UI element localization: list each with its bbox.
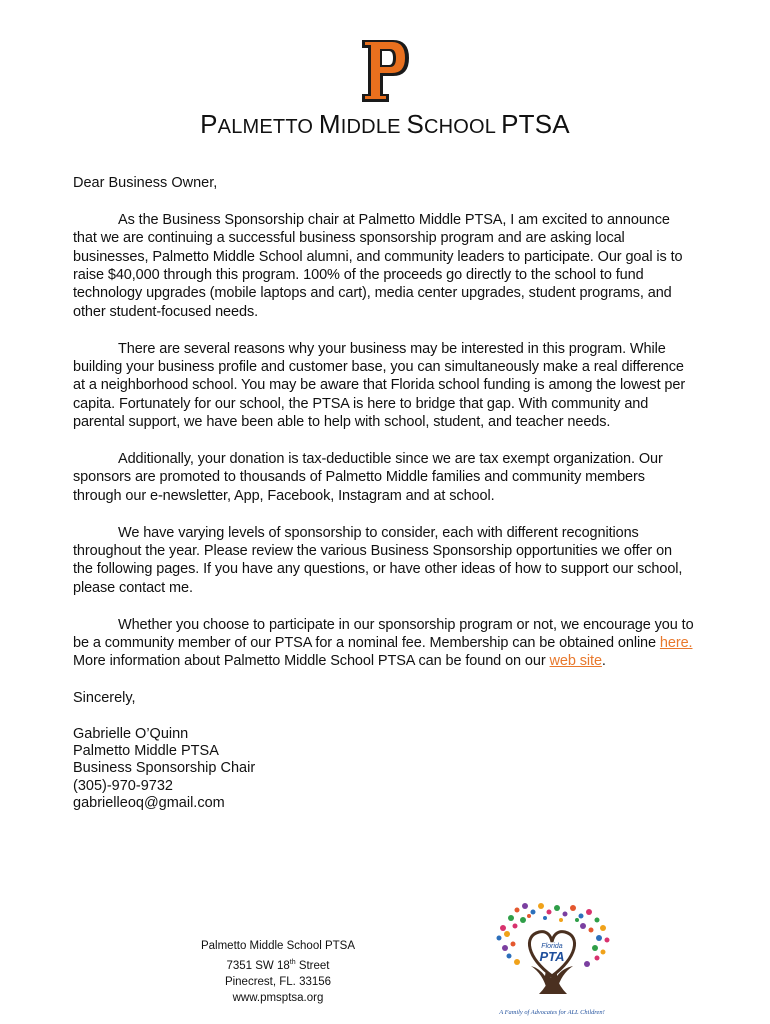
footer-city: Pinecrest, FL. 33156 [224,975,332,988]
paragraph-text: Additionally, your donation is tax-deductible since we are tax exempt organization. Our sponsors are promoted to thousands of Palmetto Middle families and community members through our e-newsletter, App, Facebook, Instagram and at school. [73,451,663,504]
greeting: Dear Business Owner, [73,175,218,191]
signer-name: Gabrielle O’Quinn [73,726,189,743]
svg-text:Florida: Florida [541,943,563,950]
svg-text:A Family of Advocates for ALL: A Family of Advocates for ALL Children! [499,1009,605,1016]
footer-org: Palmetto Middle School PTSA [200,940,356,952]
closing: Sincerely, [73,690,136,707]
signer-phone: (305)-970-9732 [73,777,173,794]
page-title: PALMETTO MIDDLE SCHOOL PTSA [200,109,570,139]
school-p-logo [359,36,411,106]
paragraph-text: More information about Palmetto Middle School PTSA can be found on our [73,653,550,670]
svg-text:P: P [359,36,360,37]
paragraph-text: As the Business Sponsorship chair at Palmetto Middle PTSA, I am excited to announce that we are continuing a successful business sponsorship program and are asking local businesses, Palmetto Middle School alumni, and community leaders to participate. Our goal is to raise $40,000 through this program. 100% of the proceeds go directly to the school to fund technology upgrades (mobile laptops and cart), media center upgrades, student programs, and other student-focused needs. [73,211,683,320]
footer-street: 7351 SW 18th Street [226,958,330,972]
paragraph-text: We have varying levels of sponsorship to consider, each with different recognitions throughout the year. Please review the various Business Sponsorship opportunities we offer on the following pages. If you have any questions, or have other ideas of how to support our school, please contact me. [73,524,683,596]
signer-org: Palmetto Middle PTSA [73,743,219,760]
signer-title: Business Sponsorship Chair [73,760,256,777]
signature-block [73,726,695,812]
paragraph-text: Whether you choose to participate in our sponsorship program or not, we encourage you to be a community member of our PTSA for a nominal fee. Membership can be obtained online [73,616,694,652]
paragraph-text: . [601,653,606,670]
footer-website: www.pmsptsa.org [232,992,324,1005]
letter-paragraph [73,616,695,671]
footer-address [168,938,388,1007]
letter-paragraph [73,340,695,432]
membership-link[interactable]: here. [659,635,693,652]
letter-body [73,174,695,812]
paragraph-text: There are several reasons why your business may be interested in this program. While building your business profile and customer base, you can simultaneously make a real difference at a neighborhood school. You may be aware that Florida school funding is among the lowest per capita. Fortunately for our school, the PTSA is here to bridge that gap. With community and parental support, we have been able to help with school, student, and teacher needs. [73,340,686,431]
letter-paragraph [73,211,695,321]
svg-text:PTA: PTA [539,949,565,964]
signer-email: gabrielleoq@gmail.com [73,794,225,811]
letter-paragraph [73,450,695,505]
florida-pta-logo [487,898,617,1020]
website-link[interactable]: web site [549,653,602,670]
letter-paragraph [73,524,695,598]
